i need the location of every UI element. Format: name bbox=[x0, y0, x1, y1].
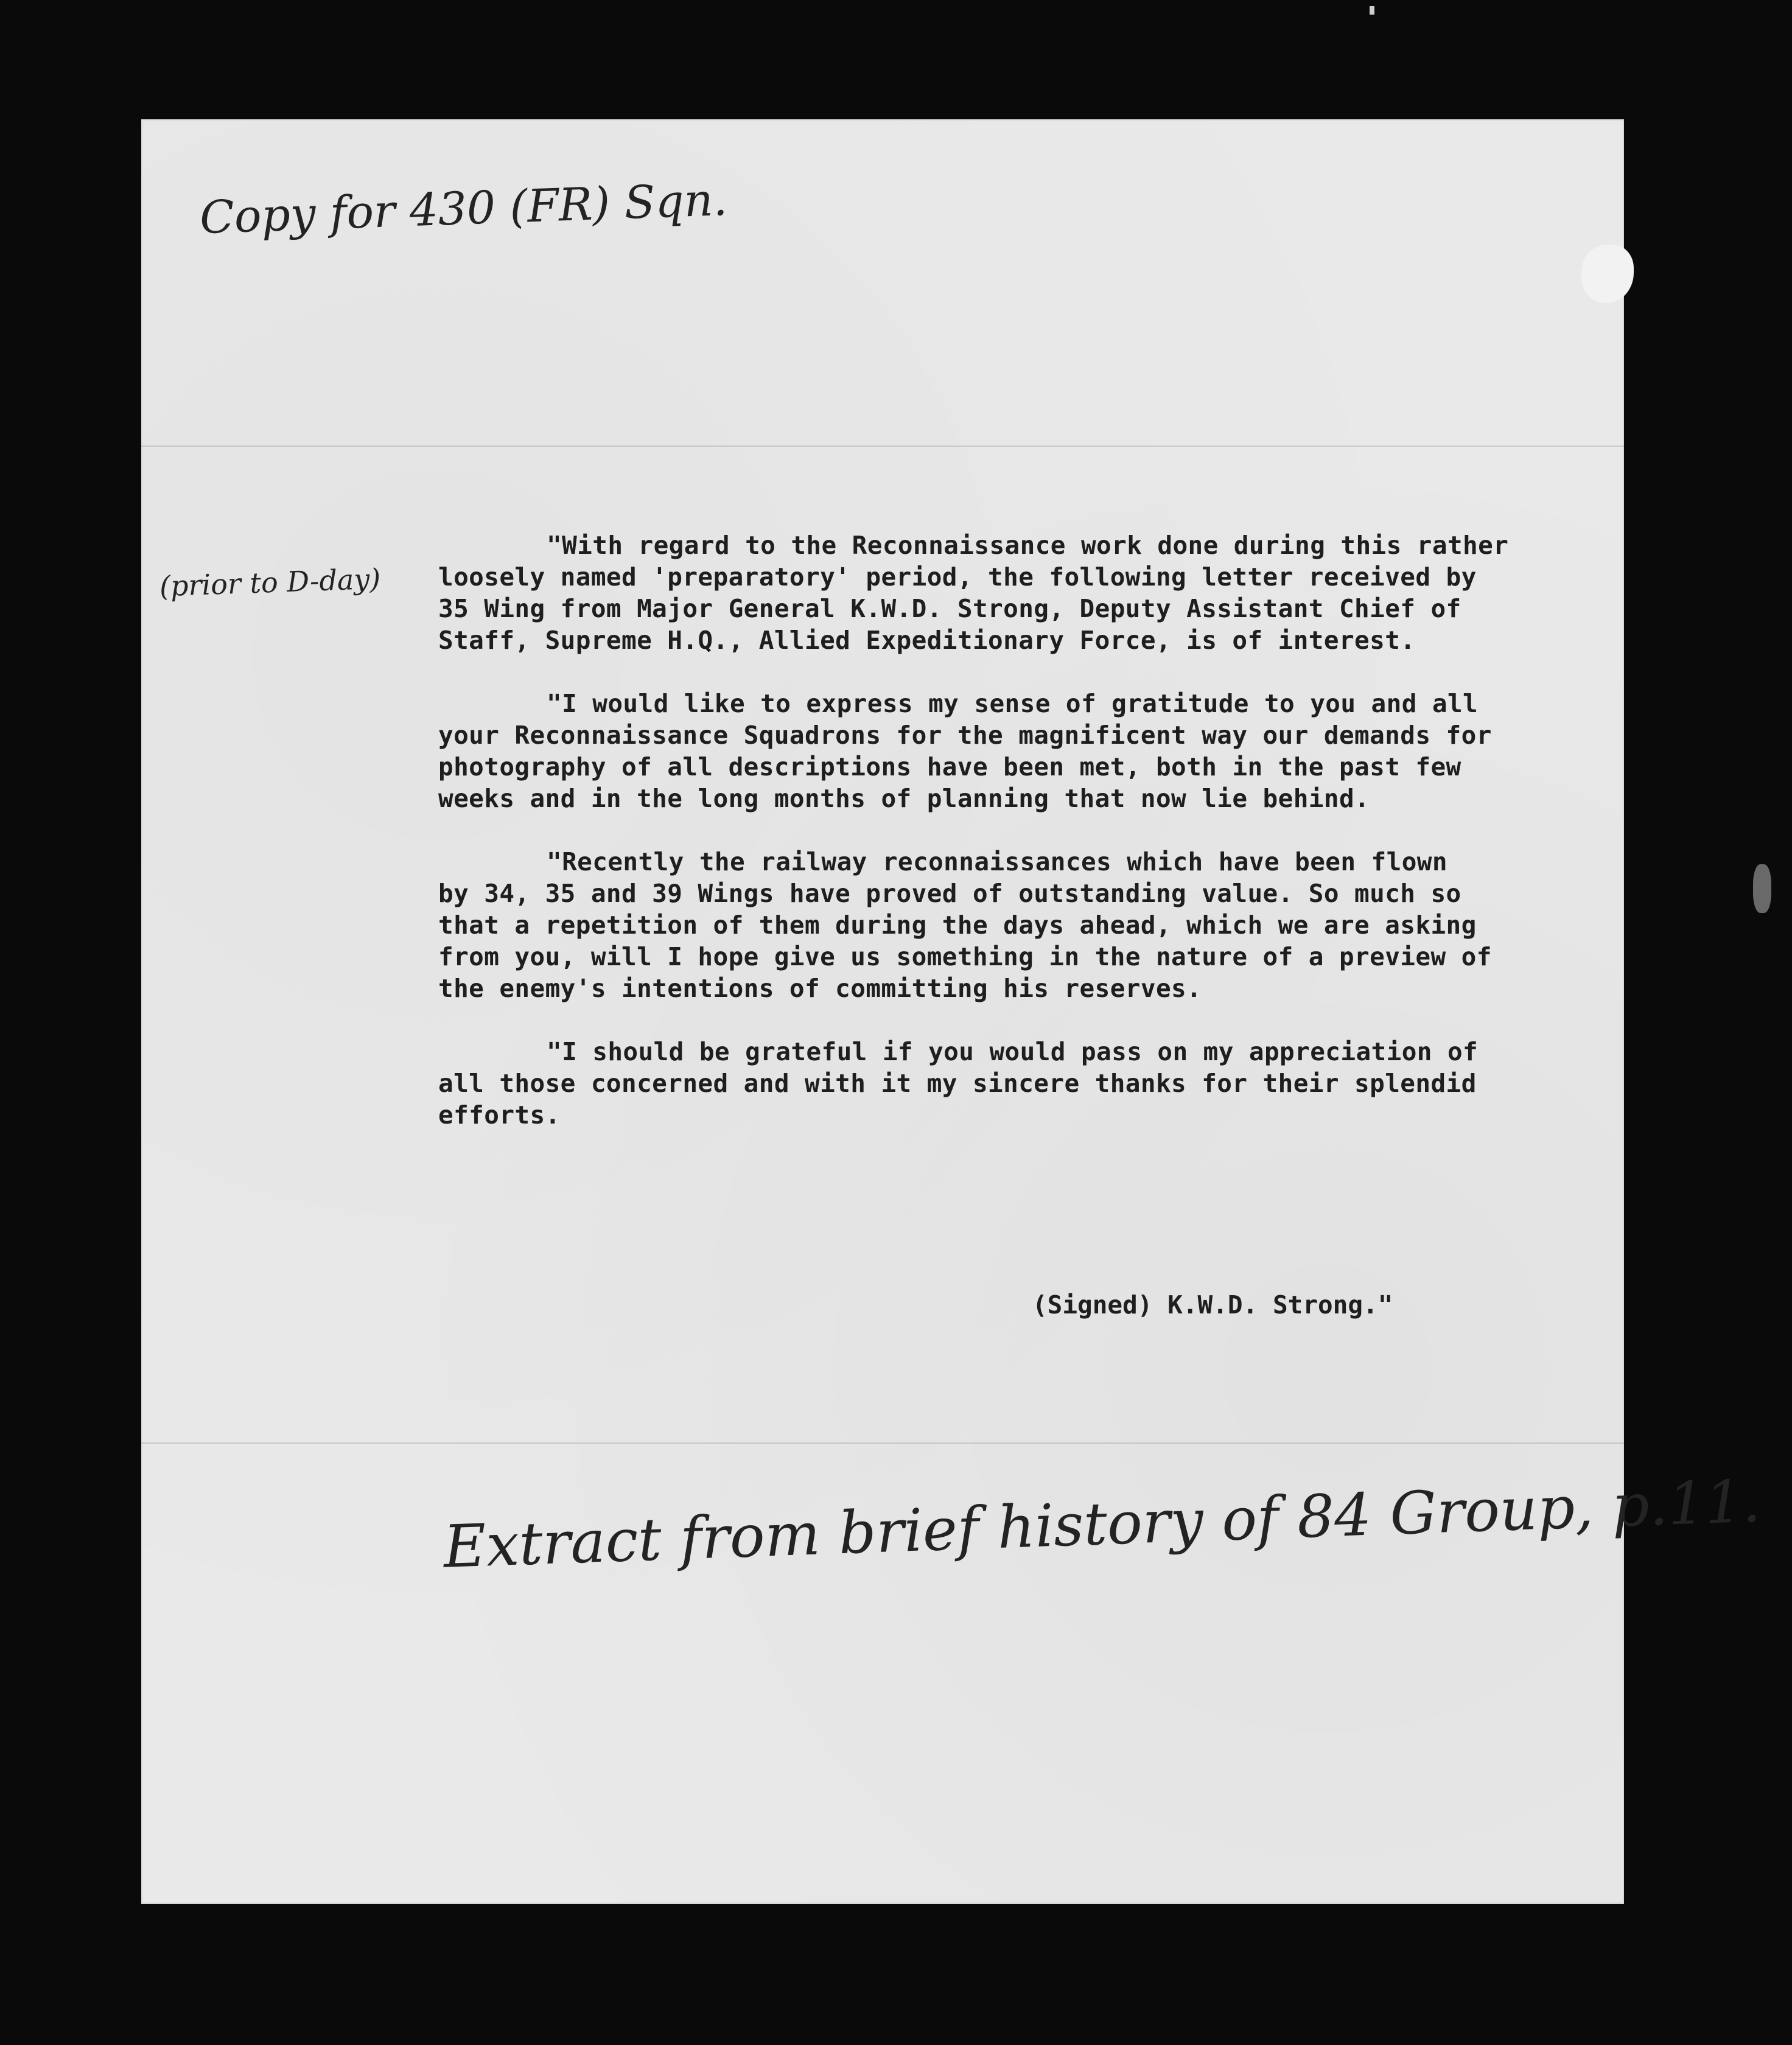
fold-line bbox=[141, 446, 1624, 447]
text-line: by 34, 35 and 39 Wings have proved of outstanding value. So much so bbox=[438, 879, 1461, 908]
film-edge-mark bbox=[1753, 864, 1771, 913]
text-line: photography of all descriptions have been met, both in the past few bbox=[438, 752, 1461, 781]
text-line: "I would like to express my sense of gratitude to you and all bbox=[547, 689, 1479, 718]
text-line: "With regard to the Reconnaissance work done during this rather bbox=[547, 531, 1509, 560]
signature-line: (Signed) K.W.D. Strong." bbox=[1032, 1290, 1393, 1320]
film-blot bbox=[1581, 245, 1634, 303]
text-line: efforts. bbox=[438, 1100, 561, 1130]
handwritten-source-note: Extract from brief history of 84 Group, p.11. bbox=[442, 1467, 1762, 1581]
paragraph-2 bbox=[438, 688, 1534, 814]
text-line: 35 Wing from Major General K.W.D. Strong, Deputy Assistant Chief of bbox=[438, 594, 1461, 623]
text-line: weeks and in the long months of planning that now lie behind. bbox=[438, 784, 1370, 813]
text-line: "Recently the railway reconnaissances which have been flown bbox=[547, 847, 1447, 876]
text-line: Staff, Supreme H.Q., Allied Expeditionary Force, is of interest. bbox=[438, 626, 1416, 655]
fold-line bbox=[141, 1442, 1624, 1444]
text-line: from you, will I hope give us something in the nature of a preview of bbox=[438, 942, 1492, 971]
text-line: your Reconnaissance Squadrons for the magnificent way our demands for bbox=[438, 721, 1492, 750]
film-speck bbox=[1370, 6, 1374, 15]
text-line: "I should be grateful if you would pass on my appreciation of bbox=[547, 1037, 1479, 1066]
paragraph-4 bbox=[438, 1036, 1534, 1131]
text-line: all those concerned and with it my sincere thanks for their splendid bbox=[438, 1069, 1477, 1098]
handwritten-margin-note: (prior to D-day) bbox=[159, 562, 382, 603]
text-line: loosely named 'preparatory' period, the following letter received by bbox=[438, 562, 1477, 592]
paragraph-1 bbox=[438, 530, 1534, 656]
typed-body bbox=[438, 530, 1534, 1162]
paragraph-3 bbox=[438, 846, 1534, 1004]
text-line: that a repetition of them during the days ahead, which we are asking bbox=[438, 911, 1477, 940]
text-line: the enemy's intentions of committing his reserves. bbox=[438, 974, 1202, 1003]
handwritten-copy-note: Copy for 430 (FR) Sqn. bbox=[198, 173, 729, 245]
